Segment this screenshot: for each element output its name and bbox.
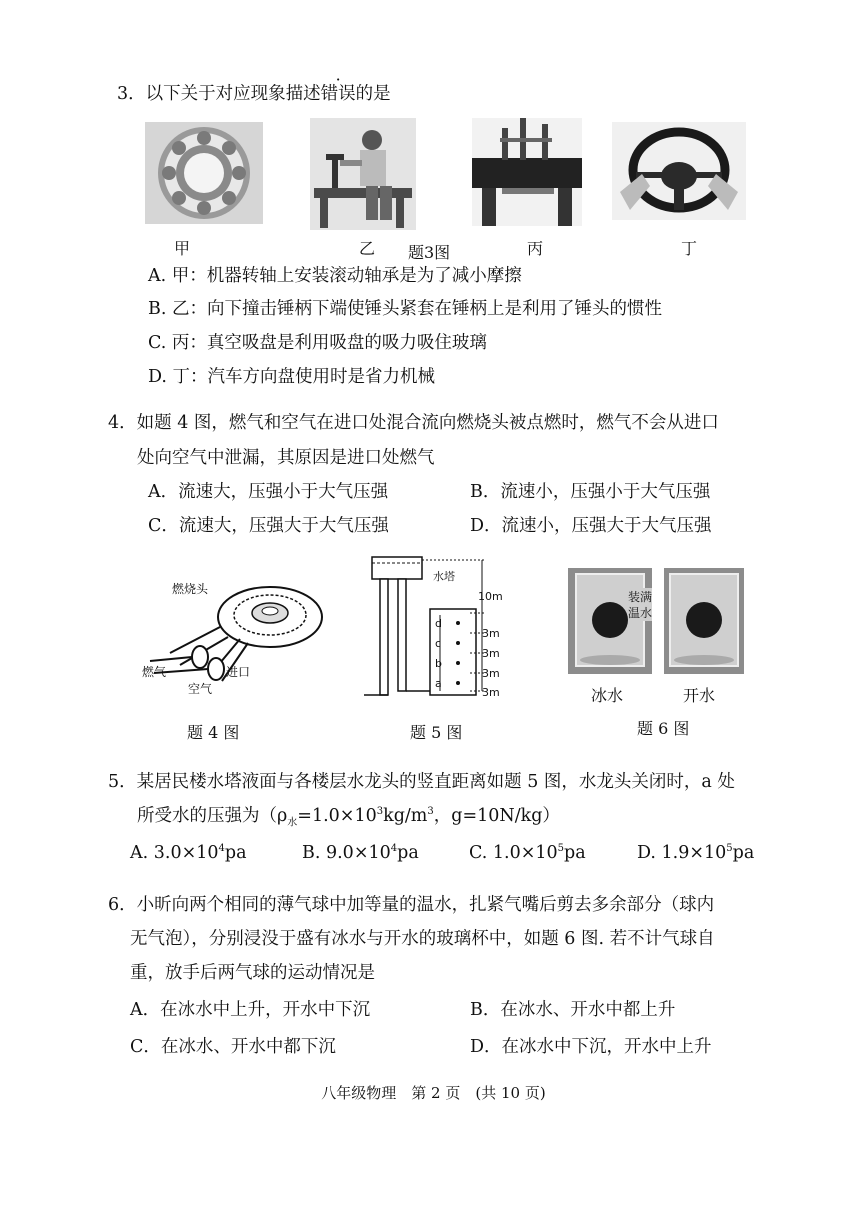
label-ding: 丁 [681,239,698,258]
q6-option-a: A．在冰水中上升，开水中下沉 [130,1000,371,1020]
q6-stem-line3: 重，放手后两气球的运动情况是 [130,963,375,983]
q6-stem-line1: 6．小昕向两个相同的薄气球中加等量的温水，扎紧气嘴后剪去多余部分（球内 [108,895,715,915]
q6-stem-line2: 无气泡），分别浸没于盛有冰水与开水的玻璃杯中，如题 6 图. 若不计气球自 [130,929,715,949]
fig5-label-3m-1: 3m [482,627,500,640]
q4-option-c: C．流速大，压强大于大气压强 [148,516,389,536]
ice-water-cup-photo [568,568,652,674]
steering-wheel-photo [612,122,746,220]
fig5-floor-d: d [435,617,442,630]
fig6-label-ice: 冰水 [591,686,624,705]
q5-option-b: B. $9.0\times 10^4pa$ [302,843,419,863]
q3-option-b: B. 乙：向下撞击锤柄下端使锤头紧套在锤柄上是利用了锤头的惯性 [148,299,662,319]
q5-option-a: A. $3.0\times 10^4pa$ [130,843,247,863]
label-jia: 甲 [174,239,191,258]
fig5-label-10m: 10m [478,590,503,603]
fig5-floor-a: a [435,677,442,690]
q6-option-c: C．在冰水、开水中都下沉 [130,1037,336,1057]
fig5-caption: 题 5 图 [410,723,463,742]
fig5-label-3m-4: 3m [482,686,500,699]
fig4-caption: 题 4 图 [187,723,240,742]
hot-water-cup-photo [664,568,744,674]
hammer-photo [310,118,416,230]
q5-stem-line1: 5．某居民楼水塔液面与各楼层水龙头的竖直距离如题 5 图，水龙头关闭时，a 处 [108,772,735,792]
fig5-label-3m-2: 3m [482,647,500,660]
fig4-label-air: 空气 [188,682,213,696]
label-bing: 丙 [527,239,544,258]
fig4-burner-diagram [140,565,330,705]
fig4-label-burner: 燃烧头 [172,582,209,596]
fig6-label-hot: 开水 [683,686,716,705]
fig5-floor-b: b [435,657,442,670]
suction-cup-photo [472,118,582,226]
q4-stem-line1: 4．如题 4 图，燃气和空气在进口处混合流向燃烧头被点燃时，燃气不会从进口 [108,413,719,433]
fig5-water-tower-diagram [360,553,500,708]
fig5-label-3m-3: 3m [482,667,500,680]
fig6-label-warm: 装满 [628,590,653,604]
q4-option-d: D．流速小，压强大于大气压强 [470,516,712,536]
fig5-label-tower: 水塔 [433,570,455,583]
bearing-photo [145,122,263,224]
page-footer: 八年级物理 第 2 页 (共 10 页) [321,1084,546,1102]
fig4-label-inlet: 进口 [226,665,251,679]
q3-option-a: A. 甲：机器转轴上安装滚动轴承是为了减小摩擦 [148,266,522,286]
q5-option-d: D. $1.9\times 10^5pa$ [637,843,755,863]
fig5-floor-c: c [435,637,442,650]
q5-stem-line2: 所受水的压强为（$\rho_水=1.0\times 10^3kg/m^3$，g=10N/kg） [137,806,560,829]
fig6-label-warm2: 温水 [628,606,653,620]
fig4-label-gas: 燃气 [142,665,167,679]
q6-option-d: D．在冰水中下沉，开水中上升 [470,1037,712,1057]
fig3-caption: 题3图 [408,243,451,262]
q3-option-d: D. 丁：汽车方向盘使用时是省力机械 [148,367,436,387]
q3-option-c: C. 丙：真空吸盘是利用吸盘的吸力吸住玻璃 [148,333,487,353]
q4-option-a: A．流速大，压强小于大气压强 [148,482,389,502]
q4-option-b: B．流速小，压强小于大气压强 [470,482,711,502]
q3-stem: 3．以下关于对应现象描述错误的是 [117,84,391,104]
label-yi: 乙 [359,239,376,258]
q6-option-b: B．在冰水、开水中都上升 [470,1000,676,1020]
fig6-caption: 题 6 图 [637,719,690,738]
q5-option-c: C. $1.0\times 10^5pa$ [469,843,586,863]
q4-stem-line2: 处向空气中泄漏，其原因是进口处燃气 [137,448,435,468]
